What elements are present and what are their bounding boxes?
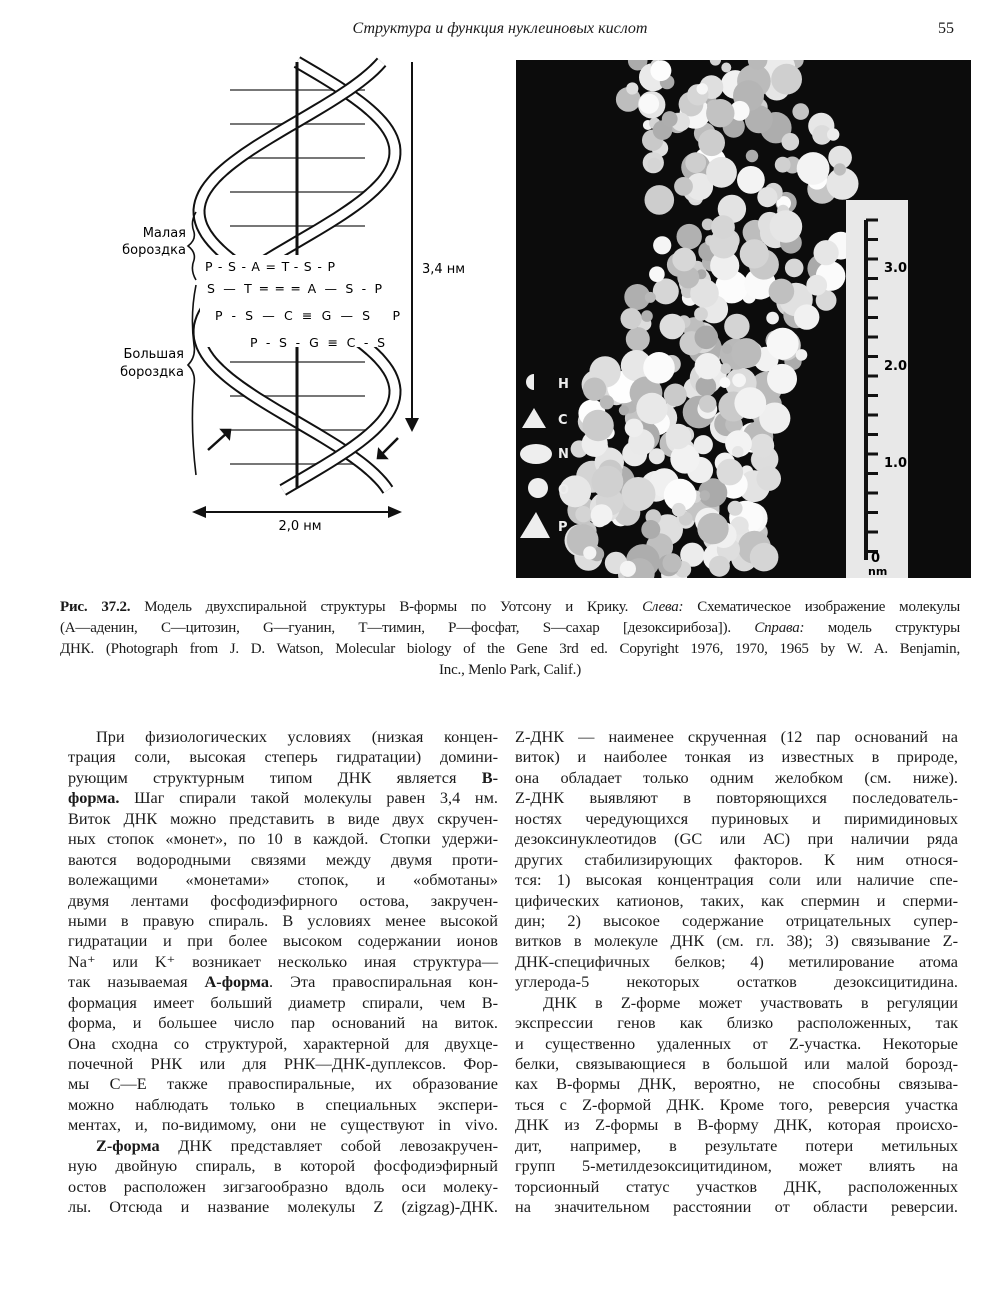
atom-blob: [674, 177, 693, 196]
atom-blob: [699, 395, 717, 413]
base-row: P-S-G≡C-S: [250, 335, 385, 350]
atom-blob: [672, 248, 696, 272]
text-line: дезоксинуклеотидов (GC или АС) при наличии ряда: [515, 829, 958, 849]
text-line: гидратации и при более высоком содержании ионов: [68, 931, 498, 951]
text-segment: Шаг спирали такой молекулы равен 3,4 нм.: [119, 788, 498, 808]
caption-text: ДНК. (Photograph from J. D. Watson, Molecular biology of the Gene 3rd ed. Copyright 1976, 1970, 1965 by W. A. Benjamin,: [60, 641, 960, 657]
atom-blob: [575, 506, 591, 522]
text-line: [68, 788, 498, 808]
text-line: цифических катионов, таких, как спермин и сперми-: [515, 890, 958, 910]
atom-blob: [757, 187, 777, 207]
legend-label: N: [558, 447, 569, 462]
text-line: экспрессии генов как близко расположенных, так: [515, 1013, 958, 1033]
minor-groove-label: бороздка: [122, 243, 186, 258]
atom-blob: [697, 83, 708, 94]
phosphorus-icon: [520, 512, 550, 538]
scale-label: 2.0: [884, 359, 908, 374]
atom-blob: [728, 501, 743, 516]
atom-blob: [767, 328, 799, 360]
text-line: трация соли, высокая степерь гидратации) домини-: [68, 747, 498, 767]
scale-label: 0: [871, 551, 881, 566]
atom-blob: [732, 373, 746, 387]
text-line: формация имеет больший диаметр спирали, чем В-: [68, 992, 498, 1012]
atom-blob: [641, 310, 653, 322]
text-line: можно наблюдать только в специальных экспери-: [68, 1094, 498, 1114]
text-line: волежащими «монетами» стопок, и «обмотаны»: [68, 870, 498, 890]
body-column-left: [68, 727, 498, 1218]
atom-blob: [592, 466, 624, 498]
oxygen-icon: [528, 478, 548, 498]
atom-blob: [583, 546, 596, 559]
atom-blob: [782, 133, 800, 151]
text-line: ваются водородными связями между двумя проти-: [68, 849, 498, 869]
atom-blob: [694, 435, 713, 454]
atom-blobs: [559, 60, 858, 578]
atom-blob: [639, 94, 659, 114]
atom-blob: [621, 308, 642, 329]
atom-blob: [814, 240, 839, 265]
atom-blob: [620, 561, 636, 577]
atom-blob: [794, 304, 819, 329]
atom-blob: [731, 338, 761, 368]
atom-blob: [636, 393, 667, 424]
text-line: [68, 1136, 498, 1156]
atom-blob: [732, 446, 744, 458]
text-line: Z-ДНК — наименее скрученная (12 пар оснований на: [515, 727, 958, 746]
atom-blob: [766, 312, 779, 325]
text-line: витков в молекуле ДНК (см. гл. 38); 3) связывание Z-: [515, 931, 958, 951]
text-segment: рующим структурным типом ДНК является: [68, 767, 482, 787]
body-column-right: [515, 727, 958, 1218]
atom-blob: [796, 349, 808, 361]
atom-blob: [695, 353, 721, 379]
atom-blob: [827, 128, 839, 140]
atom-blob: [775, 157, 791, 173]
text-line: почечной РНК или для РНК—ДНК-дуплексов. Фор-: [68, 1054, 498, 1073]
atom-blob: [591, 504, 613, 526]
legend-label: P: [558, 520, 568, 535]
atom-blob: [685, 152, 706, 173]
text-line: [68, 972, 498, 992]
atom-blob: [740, 239, 769, 268]
atom-blob: [666, 424, 691, 449]
caption-left-label: Слева:: [642, 599, 684, 615]
scale-label: 1.0: [884, 456, 908, 471]
text-line: белки, связывающиеся в большой или малой борозд-: [515, 1054, 958, 1073]
scale-label: 3.0: [884, 261, 908, 276]
text-line: она обладает только одним желобком (см. ниже).: [515, 767, 958, 787]
atom-blob: [806, 275, 827, 296]
dna-helix-diagram: [90, 55, 500, 545]
atom-blob: [641, 520, 660, 539]
text-line: ностях чередующихся пуриновых и пиримидиновых: [515, 808, 958, 828]
atom-blob: [722, 344, 732, 354]
text-line: Na⁺ или K⁺ возникает несколько иная структура—: [68, 951, 498, 971]
atom-blob: [717, 459, 744, 486]
pitch-arrow: [405, 62, 419, 432]
running-title: Структура и функция нуклеиновых кислот: [352, 20, 648, 37]
text-line: других стабилизирующих факторов. К ним относя-: [515, 849, 958, 869]
text-line: [68, 768, 498, 788]
atom-blob: [645, 185, 675, 215]
atom-blob: [746, 150, 758, 162]
text-line: виток) и наиболее тонкая из известных в природе,: [515, 747, 958, 767]
text-segment: так называемая: [68, 972, 205, 992]
page-number: 55: [938, 20, 954, 37]
text-line: торсионный статус участков ДНК, расположенных: [515, 1176, 958, 1196]
atom-blob: [710, 60, 721, 66]
atom-blob: [720, 377, 731, 388]
atom-blob: [785, 259, 804, 278]
text-line: лы. Отсюда и название молекулы Z (zigzag)-ДНК.: [68, 1197, 498, 1217]
figure-caption: [60, 597, 960, 681]
text-line: мы С—Е также правоспиральные, их образование: [68, 1074, 498, 1094]
legend-label: H: [558, 377, 569, 392]
base-row: P-S—C≡G—S P: [215, 308, 400, 323]
atom-blob: [626, 327, 650, 351]
major-groove-brace: [188, 285, 196, 475]
atom-blob: [662, 111, 678, 127]
atom-blob: [625, 419, 644, 438]
atom-blob: [834, 163, 846, 175]
text-line: ться с Z-формой ДНК. Кроме того, реверсия участка: [515, 1094, 958, 1114]
atom-blob: [650, 60, 671, 81]
nitrogen-icon: [520, 444, 552, 464]
atom-blob: [767, 364, 797, 394]
atom-blob: [664, 384, 687, 407]
text-segment: ДНК представляет собой левозакручен-: [159, 1135, 498, 1155]
minor-groove-label: Малая: [142, 226, 186, 241]
atom-blob: [619, 405, 629, 415]
atom-blob: [724, 314, 749, 339]
text-line: групп 5-метилдезоксицитидином, может влиять на: [515, 1156, 958, 1176]
text-line: двумя лентами фосфодиэфирного остова, закручен-: [68, 890, 498, 910]
atom-blob: [721, 63, 731, 73]
text-line: ДНК в Z-форме может участвовать в регуляции: [543, 992, 958, 1012]
caption-text: модель структуры: [804, 620, 960, 636]
atom-blob: [663, 553, 682, 572]
carbon-icon: [522, 408, 546, 428]
base-pairs: [200, 255, 400, 350]
caption-right-label: Справа:: [754, 620, 805, 636]
text-line: углерода-5 некоторых остатков дезоксицитидина.: [515, 972, 958, 992]
atom-blob: [649, 266, 665, 282]
atom-blob: [695, 326, 719, 350]
text-line: дин; 2) высокое содержание отрицательных супер-: [515, 910, 958, 930]
base-row: P-S-A=T-S-P: [205, 259, 335, 274]
atom-blob: [797, 152, 830, 185]
atom-blob: [770, 210, 803, 243]
atom-blob: [660, 314, 686, 340]
atom-blob: [653, 278, 679, 304]
text-line: ных стопок «монет», по 10 в каждой. Стопки удержи-: [68, 829, 498, 849]
text-line: форма, и большее число пар оснований на виток.: [68, 1013, 498, 1033]
atom-blob: [626, 82, 638, 94]
atom-blob: [583, 378, 606, 401]
text-line: При физиологических условиях (низкая концен-: [96, 727, 498, 746]
direction-arrow-down: [378, 438, 398, 458]
legend-label: O: [558, 483, 570, 498]
atom-blob: [622, 477, 656, 511]
scale-unit: nm: [868, 565, 888, 578]
atom-blob: [698, 129, 725, 156]
text-line: ДНК-специфичных белков; 4) метилирование атома: [515, 951, 958, 971]
atom-blob: [700, 490, 710, 500]
dna-model-photo: [516, 60, 971, 578]
caption-text: Модель двухспиральной структуры В-формы по Уотсону и Крику.: [130, 599, 643, 615]
atom-blob: [706, 99, 734, 127]
text-line: Z-ДНК выявляют в повторяющихся последователь-: [515, 788, 958, 808]
direction-arrow-up: [208, 430, 230, 450]
figure-label: Рис. 37.2.: [60, 599, 131, 615]
atom-blob: [647, 158, 661, 172]
atom-blob: [697, 513, 728, 544]
bold-term: форма.: [68, 788, 120, 808]
bold-term: Z-форма: [96, 1135, 160, 1155]
atom-blob: [711, 215, 735, 239]
atom-blob: [750, 543, 779, 572]
bold-term: А-форма: [204, 972, 270, 992]
atom-blob: [771, 64, 802, 95]
atom-blob: [643, 352, 675, 384]
text-line: дит, например, в результате потери метильных: [515, 1135, 958, 1155]
major-groove-label: Большая: [123, 347, 184, 362]
atom-blob: [769, 279, 795, 305]
caption-text: (А—аденин, С—цитозин, G—гуанин, Т—тимин, Р—фосфат, S—сахар [дезоксирибоза]).: [60, 620, 755, 636]
atom-blob: [677, 224, 702, 249]
text-line: ментах, и, по-видимому, они не существуют in vivo.: [68, 1115, 498, 1135]
legend-label: C: [558, 413, 568, 428]
text-line: ДНК из Z-формы в В-форму ДНК, которая происхо-: [515, 1115, 958, 1135]
diameter-label: 2,0 нм: [278, 519, 322, 534]
atom-blob: [672, 503, 686, 517]
major-groove-label: бороздка: [120, 365, 184, 380]
text-line: ными в правую спираль. В условиях менее высокой: [68, 910, 498, 930]
atom-blob: [734, 387, 766, 419]
atom-blob: [582, 410, 613, 441]
pitch-label: 3,4 нм: [422, 262, 466, 277]
base-row: S—T═══A—S-P: [207, 281, 382, 296]
atom-blob: [709, 556, 730, 577]
text-line: на значительном расстоянии от области реверсии.: [515, 1197, 958, 1217]
text-segment: . Эта правоспиральная кон-: [269, 972, 498, 992]
atom-blob: [756, 466, 781, 491]
atom-blob: [645, 292, 656, 303]
text-line: Она сходна со структурой, характерной для двухце-: [68, 1033, 498, 1053]
diameter-arrow: [192, 506, 402, 518]
text-line: остов расположен зигзагообразно вдоль оси молеку-: [68, 1176, 498, 1196]
atom-blob: [653, 236, 671, 254]
text-line: ную двойную спираль, в которой фосфодиэфирный: [68, 1156, 498, 1176]
text-line: ках В-формы ДНК, вероятно, не способны связыва-: [515, 1074, 958, 1094]
text-line: тся: 1) высокая концентрация соли или наличие спе-: [515, 870, 958, 890]
text-line: и существенно удаленных от Z-участка. Некоторые: [515, 1033, 958, 1053]
atom-blob: [750, 434, 774, 458]
text-line: Виток ДНК можно представить в виде двух скручен-: [68, 808, 498, 828]
atom-legend: [520, 374, 569, 538]
atom-blob: [694, 307, 708, 321]
caption-text: Inc., Menlo Park, Calif.): [438, 662, 582, 678]
bold-term: В-: [481, 767, 498, 787]
scale-bar: [846, 200, 908, 578]
atom-blob: [720, 363, 731, 374]
caption-text: Схематическое изображение молекулы: [683, 599, 960, 615]
atom-blob: [706, 157, 737, 188]
atom-blob: [792, 103, 809, 120]
